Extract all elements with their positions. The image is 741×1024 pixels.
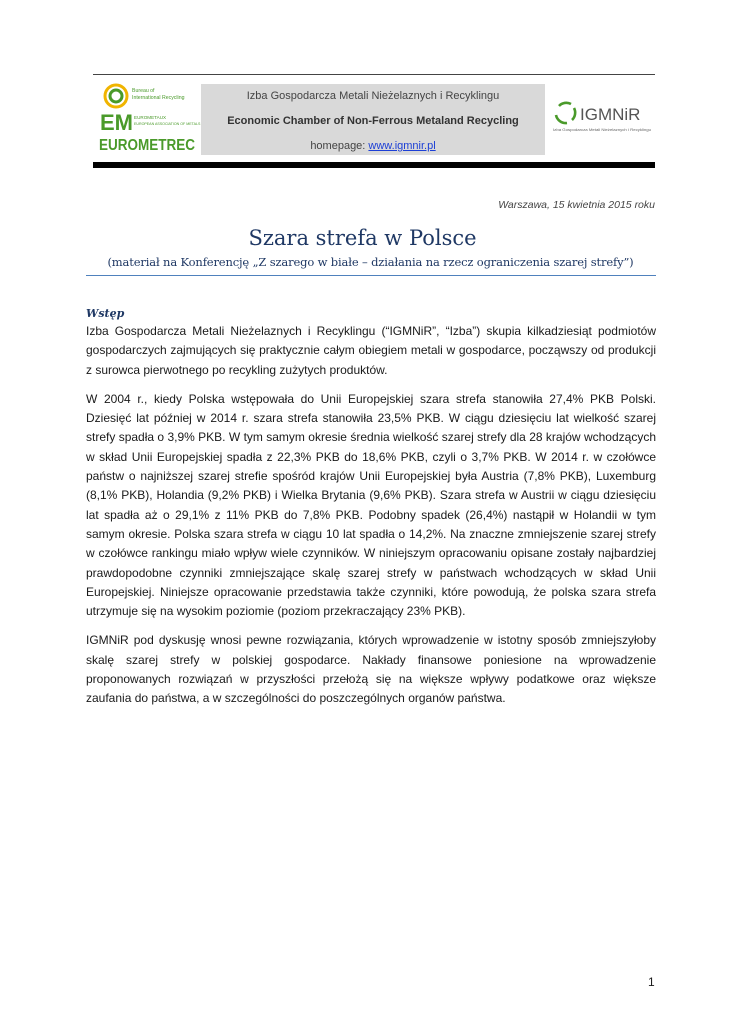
organization-name-pl: Izba Gospodarcza Metali Nieżelaznych i Recyklingu [246,90,500,102]
header-top-rule [93,74,655,75]
paragraph-proposals: IGMNiR pod dyskusję wnosi pewne rozwiązania, których wprowadzenie w istotny sposób zmniejszyłoby skalę szarej strefy w polskiej gospodarce. Nakłady finansowe poniesione na wprowadzenie proponowanych rozwiązań w przyszłości przełożą się na większe wpływy podatkowe oraz większe zaufania do państwa, a w szczególności do poszczególnych organów państwa. [86,633,656,706]
document-date: Warszawa, 15 kwietnia 2015 roku [498,199,655,211]
organization-name-en: Economic Chamber of Non-Ferrous Metaland Recycling [227,115,519,127]
homepage-link[interactable]: www.igmnir.pl [368,140,436,152]
eurometaux-line2: EUROPEAN ASSOCIATION OF METALS [134,122,201,126]
page-number: 1 [648,975,655,989]
igmnir-wordmark: IGMNiR [580,105,641,124]
title-underline [86,275,656,276]
em-monogram-icon: EM [100,110,133,135]
igmnir-logo [551,98,655,138]
section-heading: Wstęp [86,307,125,320]
paragraph-statistics: W 2004 r., kiedy Polska wstępowała do Unii Europejskiej szara strefa stanowiła 27,4% PKB Polski. Dziesięć lat później w 2014 r. szara strefa stanowiła 23,5% PKB. W ciągu dziesięciu lat wielkość szarej strefy spadła o 3,9% PKB. W tym samym okresie średnia wielkość szarej strefy dla 28 krajów wchodzących w skład Unii Europejskiej spadła z 22,3% PKB do 18,6% PKB, czyli o 3,7% PKB. W 2014 r. w czołówce państw o najniższej szarej strefie spośród krajów Unii Europejskiej była Austria (7,8% PKB), Luxemburg (8,1% PKB), Holandia (9,2% PKB) i Wielka Brytania (9,6% PKB). Szara strefa w Austrii w ciągu dziesięciu lat spadła aż o 29,1% z 11% PKB do 7,8% PKB. Podobny spadek (26,4%) nastąpił w Holandii w tym samym okresie. Polska szara strefa w ciągu 10 lat spadła o 14,2%. Na znaczne zmniejszenie szarej strefy w czołówce rankingu miało wpływ wiele czynników. W niniejszym opracowaniu opisane zostały najbardziej prawdopodobne czynniki zmniejszające skalę szarej strefy w państwach wchodzących w skład Unii Europejskiej. Niniejsze opracowanie przedstawia także czynniki, które powodują, że polska szara strefa utrzymuje się na wysokim poziomie (poziom przekraczający 23% PKB). [86,391,656,619]
header-bottom-rule [93,162,655,168]
organization-info-box [201,84,545,155]
homepage-line [201,140,545,152]
document-body [86,306,656,718]
paragraph-intro: Izba Gospodarcza Metali Nieżelaznych i Recyklingu (“IGMNiR”, “Izba”) skupia kilkadziesiąt podmiotów gospodarczych zajmujących się praktycznie całym obiegiem metali w gospodarce, począwszy od produkcji z surowca pierwotnego po recykling zużytych produktów. [86,324,656,377]
letterhead [93,80,655,160]
recycling-icon [556,103,575,123]
igmnir-tagline: Izba Gospodarcza Metali Nieżelaznych i Recyklingu [553,128,652,132]
bir-line1: Bureau of [132,88,155,94]
document-subtitle: (materiał na Konferencję „Z szarego w białe – działania na rzecz ograniczenia szarej strefy”) [107,255,634,269]
eurometrec-wordmark: EUROMETREC [99,137,195,154]
document-title: Szara strefa w Polsce [248,226,477,250]
homepage-label: homepage: [310,140,369,152]
eurometrec-logo [96,80,201,156]
bir-line2: International Recycling [132,95,185,101]
eurometaux-line1: EUROMETAUX [134,115,167,120]
